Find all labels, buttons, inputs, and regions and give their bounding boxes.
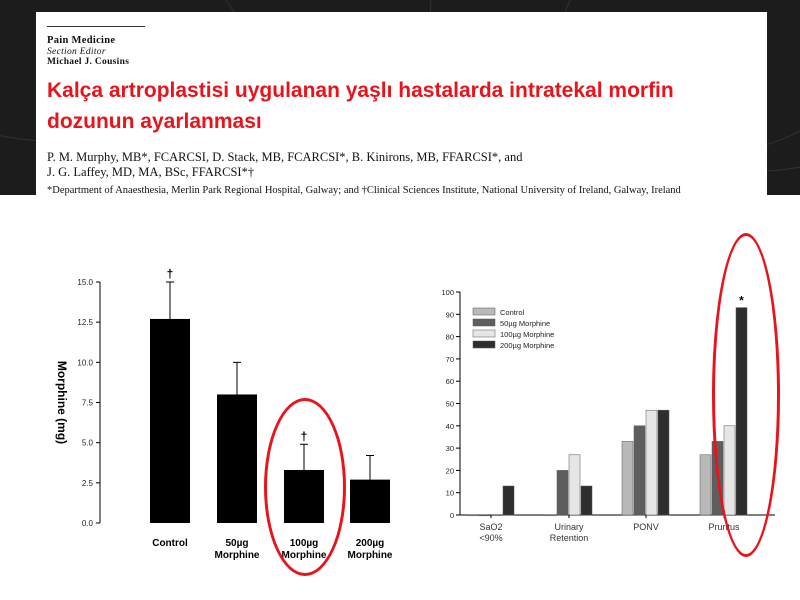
x-tick-label: PONV [633, 522, 659, 532]
x-tick-label: Control [152, 538, 188, 549]
x-tick-label: Morphine [347, 550, 393, 561]
significance-marker: † [300, 429, 308, 444]
legend-label: Control [500, 308, 525, 317]
author-line: J. G. Laffey, MD, MA, BSc, FFARCSI*† [47, 165, 255, 179]
x-tick-label: Morphine [214, 550, 260, 561]
bar [646, 410, 657, 515]
y-tick-label: 50 [445, 399, 454, 409]
y-tick-label: 12.5 [77, 318, 93, 328]
y-tick-label: 5.0 [81, 438, 93, 448]
y-tick-label: 90 [445, 310, 454, 320]
section-editor-label: Section Editor [47, 47, 106, 57]
y-tick-label: 30 [445, 444, 454, 454]
y-tick-label: 15.0 [77, 278, 93, 287]
bar [581, 486, 592, 515]
significance-marker: * [739, 293, 744, 308]
x-tick-label: 200µg [355, 538, 385, 549]
x-tick-label: Pruritus [708, 522, 740, 532]
y-tick-label: 80 [445, 332, 454, 342]
legend-swatch [473, 341, 495, 348]
y-tick-label: 0 [449, 511, 454, 520]
y-tick-label: 20 [445, 466, 454, 476]
slide-title: Kalça artroplastisi uygulanan yaşlı hastalarda intratekal morfin dozunun ayarlanması [47, 79, 674, 133]
bar [150, 319, 190, 523]
bar [634, 426, 645, 515]
x-tick-label: 100µg [289, 538, 319, 549]
bar [545, 515, 556, 516]
editor-divider [47, 26, 145, 27]
bar [700, 455, 711, 515]
morphine-consumption-chart [40, 260, 410, 580]
legend-label: 50µg Morphine [500, 319, 551, 328]
x-tick-label: 50µg [225, 538, 249, 549]
y-tick-label: 60 [445, 377, 454, 387]
y-axis-label: Morphine (mg) [55, 360, 69, 445]
y-tick-label: 7.5 [81, 398, 93, 408]
x-tick-label: Retention [549, 533, 589, 543]
bar [569, 455, 580, 515]
section-editor-name: Michael J. Cousins [47, 57, 130, 67]
author-line: P. M. Murphy, MB*, FCARCSI, D. Stack, MB, FCARCSI*, B. Kinirons, MB, FFARCSI*, and [47, 150, 523, 164]
y-tick-label: 10 [445, 488, 454, 498]
highlight-oval-pruritus [712, 233, 780, 557]
x-tick-label: Morphine [281, 550, 327, 561]
bar [622, 441, 633, 515]
bar [557, 470, 568, 515]
x-tick-label: Urinary [554, 522, 584, 532]
author-list [47, 150, 747, 180]
section-name: Pain Medicine [47, 35, 116, 46]
bar [467, 515, 478, 516]
y-tick-label: 100 [441, 288, 454, 297]
bar [503, 486, 514, 515]
y-tick-label: 40 [445, 421, 454, 431]
y-tick-label: 0.0 [81, 519, 93, 528]
author-affiliation: *Department of Anaesthesia, Merlin Park Regional Hospital, Galway; and †Clinical Sciences Institute, National University of Ireland, Galway, Ireland [47, 185, 681, 196]
y-tick-label: 2.5 [81, 478, 93, 488]
legend-swatch [473, 330, 495, 337]
bar [491, 515, 502, 516]
highlight-oval-100ug [264, 398, 346, 576]
legend-label: 100µg Morphine [500, 330, 555, 339]
y-tick-label: 10.0 [77, 358, 93, 368]
legend-swatch [473, 319, 495, 326]
legend-label: 200µg Morphine [500, 341, 555, 350]
significance-marker: † [166, 267, 174, 281]
bar [217, 394, 257, 523]
legend-swatch [473, 308, 495, 315]
x-tick-label: SaO2 [479, 522, 503, 532]
bar [350, 480, 390, 523]
bar [479, 515, 490, 516]
bar [658, 410, 669, 515]
y-tick-label: 70 [445, 354, 454, 364]
x-tick-label: <90% [479, 533, 503, 543]
